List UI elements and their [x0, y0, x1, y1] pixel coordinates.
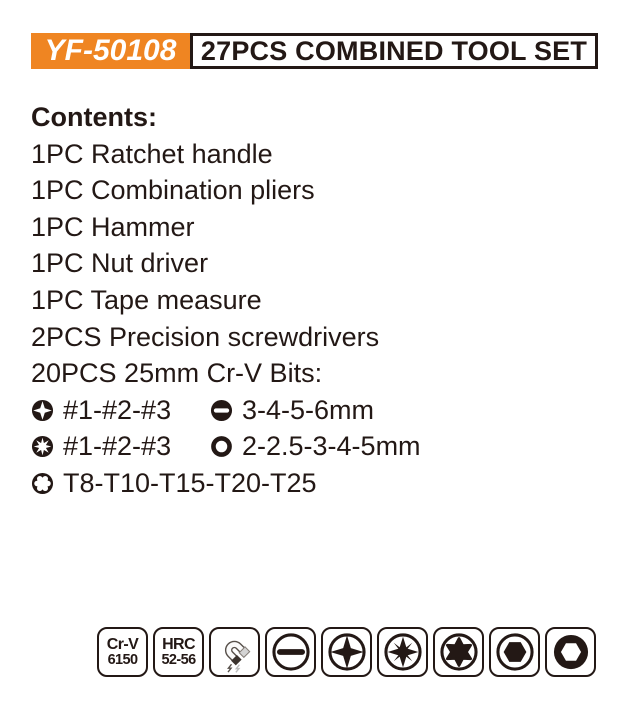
slotted-badge — [265, 627, 316, 677]
bits-label: #1-#2-#3 — [63, 394, 172, 425]
slotted-filled-icon — [210, 399, 233, 422]
hex-sizes-ring-icon — [210, 435, 233, 458]
hex-socket-badge — [545, 627, 596, 677]
model-number: YF-50108 — [44, 34, 177, 67]
hex-sizes-ring-icon-wrap — [210, 435, 233, 458]
contents-section — [31, 99, 606, 502]
contents-item: 1PC Combination pliers — [31, 175, 315, 206]
bits-label: T8-T10-T15-T20-T25 — [63, 467, 317, 498]
magnetic-badge — [209, 627, 260, 677]
bits-cell — [31, 431, 210, 462]
torx-outline-icon — [438, 631, 480, 673]
hex-outline-icon — [494, 631, 536, 673]
bits-label: #1-#2-#3 — [63, 431, 172, 462]
model-badge — [31, 33, 190, 69]
contents-item: 20PCS 25mm Cr-V Bits: — [31, 358, 323, 389]
pozidriv-badge — [377, 627, 428, 677]
crv-steel-badge — [97, 627, 148, 677]
bits-row — [31, 465, 606, 502]
phillips-outline-icon — [326, 631, 368, 673]
bits-cell — [210, 431, 421, 462]
bits-cell — [210, 395, 374, 426]
contents-heading: Contents: — [31, 102, 157, 132]
phillips-filled-icon-wrap — [31, 399, 54, 422]
pozidriv-filled-icon-wrap — [31, 435, 54, 458]
bits-row — [31, 428, 606, 465]
badge-line1: HRC — [162, 636, 195, 653]
torx-badge — [433, 627, 484, 677]
hex-socket-icon — [550, 631, 592, 673]
phillips-filled-icon — [31, 399, 54, 422]
slotted-filled-icon-wrap — [210, 399, 233, 422]
contents-item: 1PC Hammer — [31, 211, 195, 242]
bits-label: 3-4-5-6mm — [242, 394, 375, 425]
badge-line2: 6150 — [107, 652, 138, 668]
contents-item: 1PC Tape measure — [31, 284, 262, 315]
bits-row — [31, 392, 606, 429]
page-title: 27PCS COMBINED TOOL SET — [200, 35, 588, 66]
torx-socket-icon-wrap — [31, 472, 54, 495]
magnet-icon — [214, 631, 256, 673]
contents-list — [31, 136, 606, 392]
badge-line2: 52-56 — [161, 652, 196, 668]
badge-line1: Cr-V — [106, 636, 139, 653]
slotted-outline-icon — [270, 631, 312, 673]
contents-item: 1PC Nut driver — [31, 248, 209, 279]
pozidriv-filled-icon — [31, 435, 54, 458]
contents-item: 2PCS Precision screwdrivers — [31, 321, 380, 352]
hex-badge — [489, 627, 540, 677]
phillips-badge — [321, 627, 372, 677]
torx-socket-icon — [31, 472, 54, 495]
title-box — [190, 33, 598, 69]
hardness-badge — [153, 627, 204, 677]
feature-badges-row — [97, 627, 596, 677]
bits-list — [31, 392, 606, 502]
bits-cell — [31, 395, 210, 426]
contents-item: 1PC Ratchet handle — [31, 138, 273, 169]
bits-cell — [31, 467, 317, 499]
pozidriv-outline-icon — [382, 631, 424, 673]
bits-label: 2-2.5-3-4-5mm — [242, 431, 421, 462]
